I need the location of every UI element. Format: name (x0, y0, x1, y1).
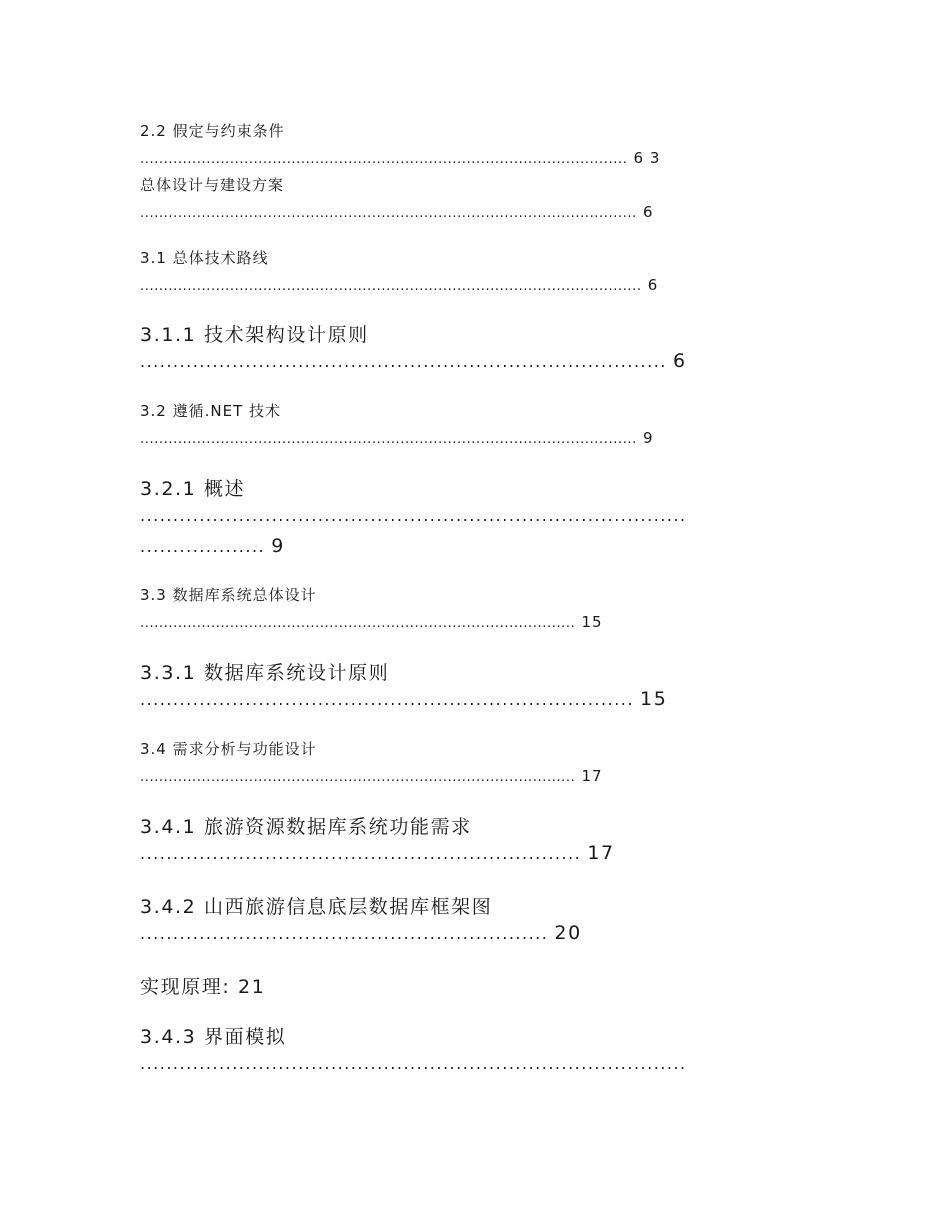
page-number: 20 (554, 922, 582, 944)
toc-entry-leader-line (140, 766, 603, 785)
page-number: 9 (271, 535, 285, 557)
dot-leaders: .............................................................. (140, 924, 549, 943)
page-number: 6 (672, 350, 687, 372)
toc-entry-leader-line (140, 612, 603, 631)
toc-entry-title: 2.2 假定与约束条件 (140, 122, 285, 140)
toc-entry-title: 3.4 需求分析与功能设计 (140, 740, 317, 758)
toc-entry-leader-line (140, 1054, 687, 1073)
dot-leaders: ................................................................................... (140, 1054, 687, 1073)
toc-entry-leader-line (140, 842, 615, 864)
page-number: 6 (643, 203, 654, 221)
dot-leaders: ......................................................................................................... (140, 206, 637, 221)
toc-entry-title: 3.3.1 数据库系统设计原则 (140, 662, 390, 684)
page-number: 6 (647, 276, 659, 294)
dot-leaders: ....................................................................................................... (140, 152, 628, 167)
toc-entry-title: 3.4.1 旅游资源数据库系统功能需求 (140, 816, 472, 838)
page-number: 9 (643, 429, 654, 447)
dot-leaders: ............................................................................................ (140, 770, 576, 785)
page-number: 17 (587, 842, 615, 864)
toc-entry-title: 3.1 总体技术路线 (140, 249, 269, 267)
dot-leaders: ................................................................................ (140, 352, 667, 371)
toc-entry-title: 3.4.3 界面模拟 (140, 1026, 287, 1048)
toc-entry-leader-line (140, 506, 687, 525)
toc-entry-leader-line (140, 202, 654, 221)
toc-entry-title: 总体设计与建设方案 (140, 176, 285, 194)
toc-entry-title: 3.4.2 山西旅游信息底层数据库框架图 (140, 896, 493, 918)
toc-entry-title: 3.2.1 概述 (140, 478, 246, 500)
toc-entry-title: 3.3 数据库系统总体设计 (140, 586, 317, 604)
page-number: 6 3 (633, 149, 661, 167)
toc-entry-title: 3.2 遵循.NET 技术 (140, 402, 282, 420)
dot-leaders: ......................................................................................................... (140, 432, 637, 447)
toc-entry-leader-line (140, 350, 687, 372)
toc-entry-leader-line (140, 428, 654, 447)
toc-entry-leader-line (140, 148, 660, 167)
toc-entry-leader-line (140, 535, 285, 557)
page-number: 17 (581, 767, 603, 785)
dot-leaders: ................................................................... (140, 844, 582, 863)
dot-leaders: ................... (140, 537, 266, 556)
toc-entry-title: 3.1.1 技术架构设计原则 (140, 324, 369, 346)
page-number: 15 (581, 613, 603, 631)
dot-leaders: ............................................................................................ (140, 616, 576, 631)
dot-leaders: ................................................................................... (140, 506, 687, 525)
page-number: 15 (640, 688, 668, 710)
toc-entry-leader-line (140, 275, 658, 294)
toc-entry-leader-line (140, 922, 582, 944)
dot-leaders: .......................................................................................................... (140, 279, 642, 294)
toc-entry-leader-line (140, 688, 667, 710)
toc-entry-title: 实现原理: 21 (140, 976, 266, 998)
dot-leaders: ........................................................................... (140, 690, 634, 709)
